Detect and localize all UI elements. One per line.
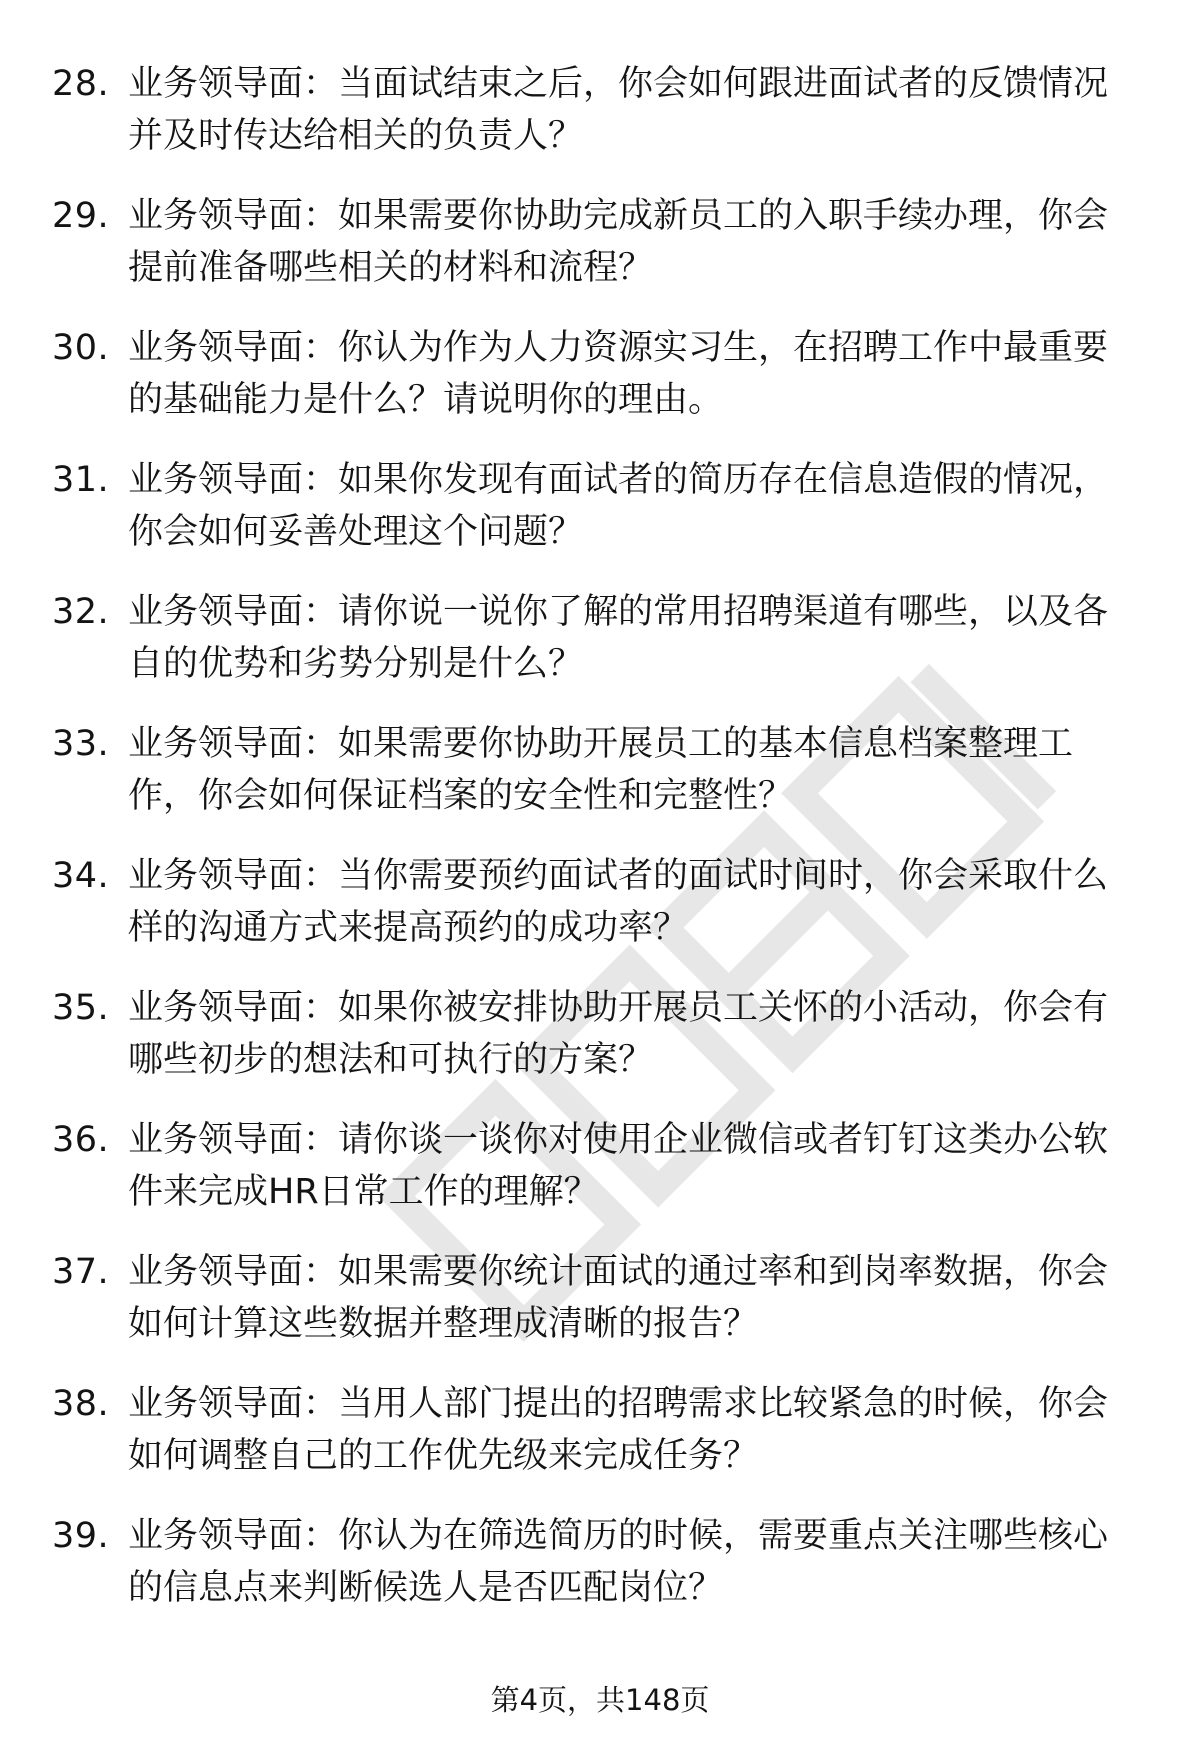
question-line: 业务领导面：请你说一说你了解的常用招聘渠道有哪些，以及各 <box>128 592 1109 632</box>
question-number: 34. <box>52 856 110 896</box>
question-text <box>128 982 1148 1086</box>
question-number: 35. <box>52 988 110 1028</box>
question-text <box>128 1378 1148 1482</box>
list-item <box>0 58 1200 190</box>
list-item <box>0 454 1200 586</box>
question-text <box>128 190 1148 294</box>
question-line: 业务领导面：如果需要你协助完成新员工的入职手续办理，你会 <box>128 196 1109 236</box>
question-number: 36. <box>52 1120 110 1160</box>
list-item <box>0 322 1200 454</box>
question-text <box>128 1510 1148 1614</box>
question-text <box>128 586 1148 690</box>
question-line: 的基础能力是什么？请说明你的理由。 <box>128 380 724 420</box>
question-number: 38. <box>52 1384 110 1424</box>
question-number: 29. <box>52 196 110 236</box>
question-line: 提前准备哪些相关的材料和流程？ <box>128 248 654 288</box>
question-line: 作，你会如何保证档案的安全性和完整性？ <box>128 776 794 816</box>
question-line: 业务领导面：如果你发现有面试者的简历存在信息造假的情况， <box>128 460 1109 500</box>
list-item <box>0 1510 1200 1642</box>
question-line: 样的沟通方式来提高预约的成功率？ <box>128 908 689 948</box>
question-line: 并及时传达给相关的负责人？ <box>128 116 584 156</box>
question-line: 业务领导面：你认为作为人力资源实习生，在招聘工作中最重要 <box>128 328 1109 368</box>
page-footer: 第4页，共148页 <box>490 1683 710 1717</box>
question-line: 业务领导面：当你需要预约面试者的面试时间时，你会采取什么 <box>128 856 1109 896</box>
question-number: 28. <box>52 64 110 104</box>
question-text <box>128 718 1148 822</box>
question-line: 业务领导面：如果你被安排协助开展员工关怀的小活动，你会有 <box>128 988 1109 1028</box>
question-number: 37. <box>52 1252 110 1292</box>
list-item <box>0 586 1200 718</box>
list-item <box>0 850 1200 982</box>
question-line: 的信息点来判断候选人是否匹配岗位？ <box>128 1568 724 1608</box>
question-line: 业务领导面：请你谈一谈你对使用企业微信或者钉钉这类办公软 <box>128 1120 1109 1160</box>
question-number: 30. <box>52 328 110 368</box>
question-text <box>128 1246 1148 1350</box>
question-list <box>0 58 1200 1642</box>
list-item <box>0 190 1200 322</box>
question-line: 业务领导面：你认为在筛选简历的时候，需要重点关注哪些核心 <box>128 1516 1109 1556</box>
question-line: 业务领导面：如果需要你统计面试的通过率和到岗率数据，你会 <box>128 1252 1109 1292</box>
list-item <box>0 1114 1200 1246</box>
question-text <box>128 850 1148 954</box>
question-line: 件来完成HR日常工作的理解？ <box>128 1172 599 1212</box>
question-line: 哪些初步的想法和可执行的方案？ <box>128 1040 654 1080</box>
list-item <box>0 1378 1200 1510</box>
question-number: 31. <box>52 460 110 500</box>
question-text <box>128 58 1148 162</box>
question-number: 39. <box>52 1516 110 1556</box>
question-line: 如何调整自己的工作优先级来完成任务？ <box>128 1436 759 1476</box>
question-text <box>128 1114 1148 1218</box>
list-item <box>0 982 1200 1114</box>
question-line: 如何计算这些数据并整理成清晰的报告？ <box>128 1304 759 1344</box>
question-number: 32. <box>52 592 110 632</box>
list-item <box>0 1246 1200 1378</box>
question-line: 你会如何妥善处理这个问题？ <box>128 512 584 552</box>
question-text <box>128 454 1148 558</box>
question-line: 业务领导面：如果需要你协助开展员工的基本信息档案整理工 <box>128 724 1074 764</box>
question-number: 33. <box>52 724 110 764</box>
question-line: 自的优势和劣势分别是什么？ <box>128 644 584 684</box>
list-item <box>0 718 1200 850</box>
question-text <box>128 322 1148 426</box>
question-line: 业务领导面：当面试结束之后，你会如何跟进面试者的反馈情况 <box>128 64 1109 104</box>
question-line: 业务领导面：当用人部门提出的招聘需求比较紧急的时候，你会 <box>128 1384 1109 1424</box>
